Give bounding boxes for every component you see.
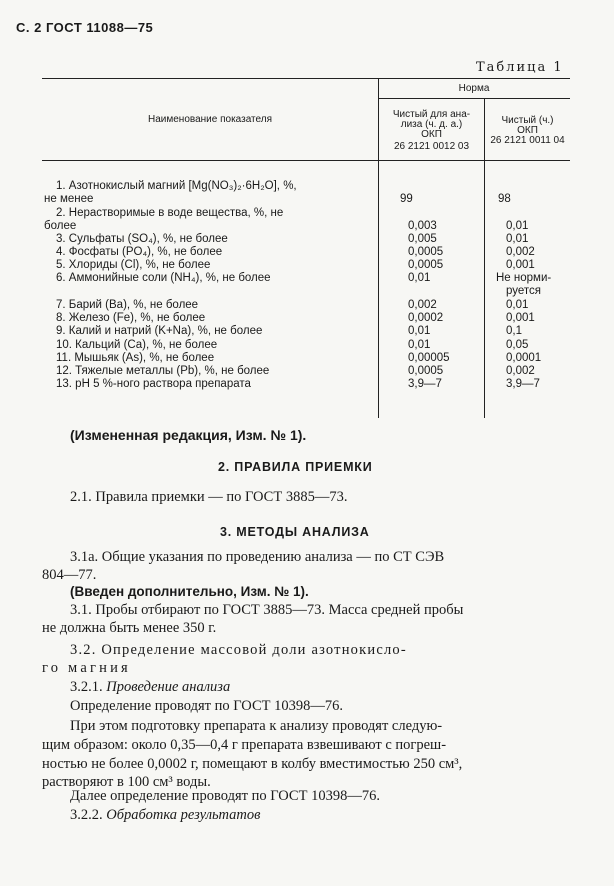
add-note: (Введен дополнительно, Изм. № 1). [70,584,309,599]
value-b-cont: руется [506,285,542,297]
value-b: 0,0001 [506,352,542,364]
paragraph-3-2-1: Определение проводят по ГОСТ 10398—76. [70,698,343,714]
value-a: 3,9—7 [408,378,442,390]
table-row: 2. Нерастворимые в воде вещества, %, не [56,207,284,219]
table-row: 8. Железо (Fe), %, не более [56,312,206,324]
table-header-rule [42,160,570,161]
subsection-3-2-2: 3.2.2. Обработка результатов [70,807,261,823]
value-a: 0,0002 [408,312,444,324]
table-row: 5. Хлориды (Cl), %, не более [56,259,211,271]
table-row: 12. Тяжелые металлы (Pb), %, не более [56,365,270,377]
table-row-cont: более [44,220,77,232]
table-row: 9. Калий и натрий (K+Na), %, не более [56,325,263,337]
table-row: 6. Аммонийные соли (NH₄), %, не более [56,272,271,284]
further-text: Далее определение проводят по ГОСТ 10398—76. [70,788,380,804]
value-a: 0,01 [408,325,431,337]
table-row: 7. Барий (Ba), %, не более [56,299,199,311]
table-row: 10. Кальций (Ca), %, не более [56,339,218,351]
table-caption: Таблица 1 [476,60,564,75]
table-row: 4. Фосфаты (PO₄), %, не более [56,246,223,258]
value-a: 0,0005 [408,246,444,258]
prep-line1: При этом подготовку препарата к анализу проводят следую- [70,718,443,734]
value-b: 0,002 [506,246,535,258]
value-a: 99 [400,193,413,205]
table-norm-rule [378,98,570,99]
value-a: 0,01 [408,272,431,284]
paragraph-3-1a-line2: 804—77. [42,567,97,583]
prep-line4: растворяют в 100 см³ воды. [42,774,211,790]
value-b: 98 [498,193,511,205]
col-header-pure-analysis: Чистый для ана- лиза (ч. д. а.) ОКП 26 2121 0012 03 [392,109,471,152]
col-header-pure: Чистый (ч.) ОКП 26 2121 0011 04 [490,115,565,146]
table-row: 3. Сульфаты (SO₄), %, не более [56,233,228,245]
paragraph-3-2-line2: го магния [42,660,131,676]
value-b: 0,01 [506,233,529,245]
subsection-3-2-1: 3.2.1. Проведение анализа [70,679,231,695]
table-row: 11. Мышьяк (As), %, не более [56,352,215,364]
paragraph-3-1-line1: 3.1. Пробы отбирают по ГОСТ 3885—73. Масса средней пробы [70,602,464,618]
table-top-rule [42,78,570,79]
value-a: 0,0005 [408,259,444,271]
section-2-title: 2. ПРАВИЛА ПРИЕМКИ [218,460,373,474]
value-b: Не норми- [496,272,552,284]
value-a: 0,003 [408,220,437,232]
value-b: 0,01 [506,299,529,311]
prep-line3: ностью не более 0,0002 г, помещают в колбу вместимостью 250 см³, [42,756,463,772]
section-3-title: 3. МЕТОДЫ АНАЛИЗА [220,525,370,539]
paragraph-3-1a-line1: 3.1а. Общие указания по проведению анализа — по СТ СЭВ [70,549,445,565]
table-row-cont: не менее [44,193,94,205]
value-a: 0,002 [408,299,437,311]
page-header: С. 2 ГОСТ 11088—75 [16,20,154,35]
value-b: 3,9—7 [506,378,540,390]
col-header-norm: Норма [458,83,490,94]
value-b: 0,001 [506,259,535,271]
edit-note: (Измененная редакция, Изм. № 1). [70,427,307,443]
value-b: 0,002 [506,365,535,377]
table-col-divider-2 [484,98,485,418]
value-b: 0,01 [506,220,529,232]
col-header-name: Наименование показателя [148,114,272,125]
value-a: 0,01 [408,339,431,351]
value-a: 0,0005 [408,365,444,377]
prep-line2: щим образом: около 0,35—0,4 г препарата взвешивают с погреш- [42,737,447,753]
table-row: 1. Азотнокислый магний [Mg(NO₃)₂·6H₂O], %, [56,180,297,192]
table-row: 13. pH 5 %-ного раствора препарата [56,378,251,390]
value-a: 0,005 [408,233,437,245]
value-b: 0,001 [506,312,535,324]
value-b: 0,1 [506,325,522,337]
paragraph-2-1: 2.1. Правила приемки — по ГОСТ 3885—73. [70,489,348,505]
value-b: 0,05 [506,339,529,351]
paragraph-3-2-line1: 3.2. Определение массовой доли азотнокисло- [70,642,407,658]
paragraph-3-1-line2: не должна быть менее 350 г. [42,620,217,636]
value-a: 0,00005 [408,352,450,364]
